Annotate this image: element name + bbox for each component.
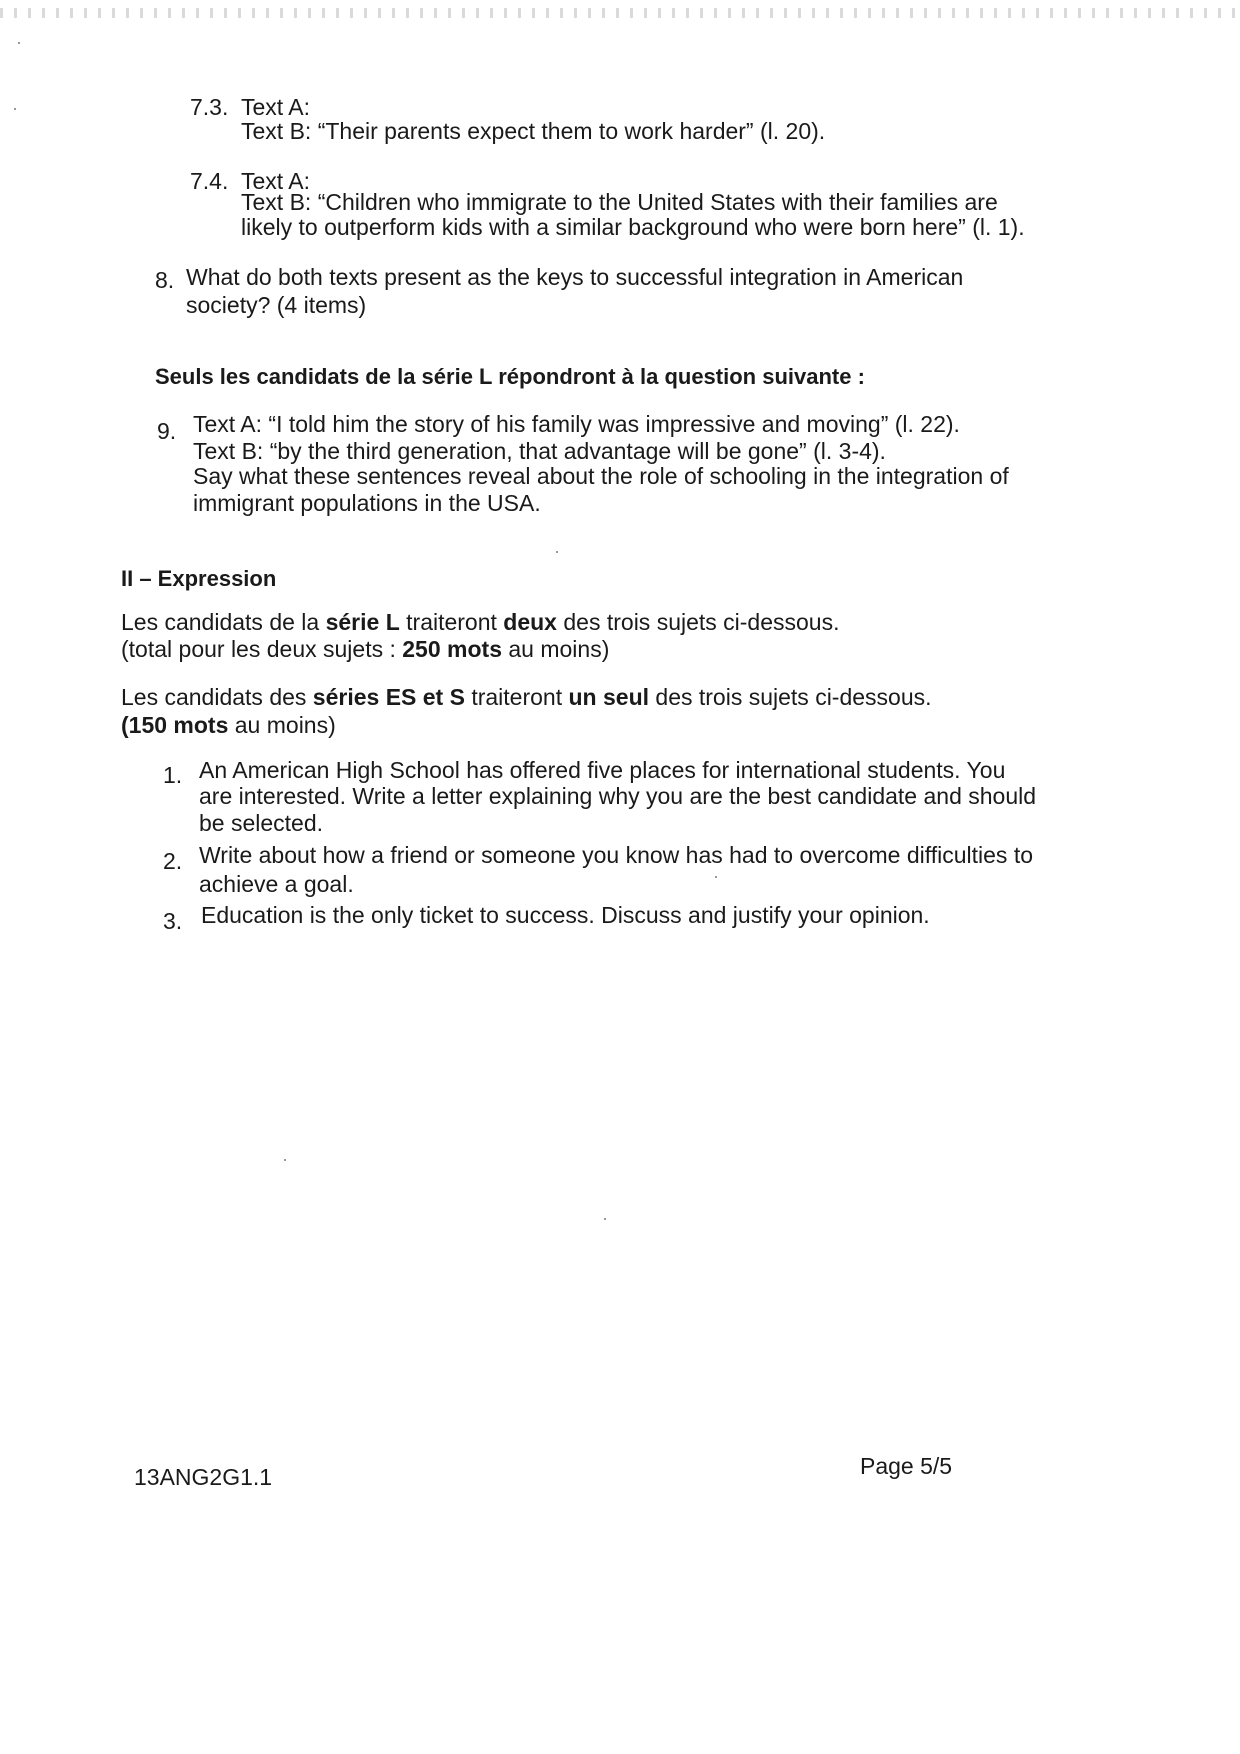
question-text-a: Text A: bbox=[241, 94, 311, 120]
instruction-emphasis: (150 mots bbox=[121, 712, 229, 738]
expression-heading: II – Expression bbox=[121, 566, 277, 591]
instruction-emphasis: deux bbox=[503, 609, 557, 635]
question-number: 9. bbox=[157, 418, 177, 444]
scan-speck bbox=[604, 1218, 606, 1220]
instruction-text: traiteront bbox=[464, 684, 569, 710]
instruction-text: traiteront bbox=[399, 609, 504, 635]
topic-number: 3. bbox=[163, 908, 183, 934]
topic-line: Education is the only ticket to success. Discuss and justify your opinion. bbox=[201, 902, 930, 928]
question-line: Text A: “I told him the story of his family was impressive and moving” (l. 22). bbox=[193, 411, 960, 437]
question-text-b-line: Text B: “Children who immigrate to the United States with their families are bbox=[241, 189, 998, 215]
series-es-s-instructions bbox=[121, 682, 932, 712]
question-text-b: Text B: “Their parents expect them to work harder” (l. 20). bbox=[241, 118, 826, 144]
topic-line: are interested. Write a letter explaining why you are the best candidate and should bbox=[199, 783, 1037, 809]
instruction-text: Les candidats de la bbox=[121, 609, 326, 635]
document-code: 13ANG2G1.1 bbox=[134, 1464, 273, 1490]
instruction-text: (total pour les deux sujets : bbox=[121, 636, 403, 662]
page-number: Page 5/5 bbox=[860, 1453, 953, 1479]
topic-line: An American High School has offered five places for international students. You bbox=[199, 757, 1006, 783]
instruction-text: au moins) bbox=[228, 712, 336, 738]
question-number: 7.3. bbox=[190, 94, 229, 120]
topic-line: achieve a goal. bbox=[199, 871, 354, 897]
instruction-emphasis: série L bbox=[325, 609, 400, 635]
instruction-emphasis: séries ES et S bbox=[312, 684, 465, 710]
question-line: Text B: “by the third generation, that advantage will be gone” (l. 3-4). bbox=[193, 438, 886, 464]
scan-speck bbox=[14, 108, 16, 110]
question-text-b-line: likely to outperform kids with a similar background who were born here” (l. 1). bbox=[241, 214, 1025, 240]
question-line: Say what these sentences reveal about the role of schooling in the integration of bbox=[193, 463, 1009, 489]
series-es-s-word-count bbox=[121, 710, 336, 740]
scan-speck bbox=[18, 42, 20, 44]
topic-line: Write about how a friend or someone you know has had to overcome difficulties to bbox=[199, 842, 1033, 868]
serie-l-instructions bbox=[121, 607, 840, 637]
question-number: 8. bbox=[155, 267, 175, 293]
scan-edge-noise bbox=[0, 8, 1240, 18]
question-line: society? (4 items) bbox=[186, 292, 367, 318]
serie-l-word-count bbox=[121, 634, 609, 664]
topic-line: be selected. bbox=[199, 810, 324, 836]
question-line: immigrant populations in the USA. bbox=[193, 490, 541, 516]
instruction-text: au moins) bbox=[501, 636, 610, 662]
scan-speck bbox=[284, 1159, 286, 1161]
instruction-emphasis: 250 mots bbox=[402, 636, 502, 662]
serie-l-heading: Seuls les candidats de la série L répondront à la question suivante : bbox=[155, 364, 865, 389]
instruction-text: Les candidats des bbox=[121, 684, 313, 710]
scan-speck bbox=[556, 551, 558, 553]
topic-number: 2. bbox=[163, 848, 183, 874]
topic-number: 1. bbox=[163, 762, 183, 788]
question-line: What do both texts present as the keys to successful integration in American bbox=[186, 264, 964, 290]
instruction-text: des trois sujets ci-dessous. bbox=[556, 609, 840, 635]
question-number: 7.4. bbox=[190, 168, 229, 194]
scan-speck bbox=[715, 876, 717, 878]
instruction-emphasis: un seul bbox=[568, 684, 650, 710]
instruction-text: des trois sujets ci-dessous. bbox=[649, 684, 932, 710]
question-text-a: Text A: bbox=[241, 168, 311, 194]
